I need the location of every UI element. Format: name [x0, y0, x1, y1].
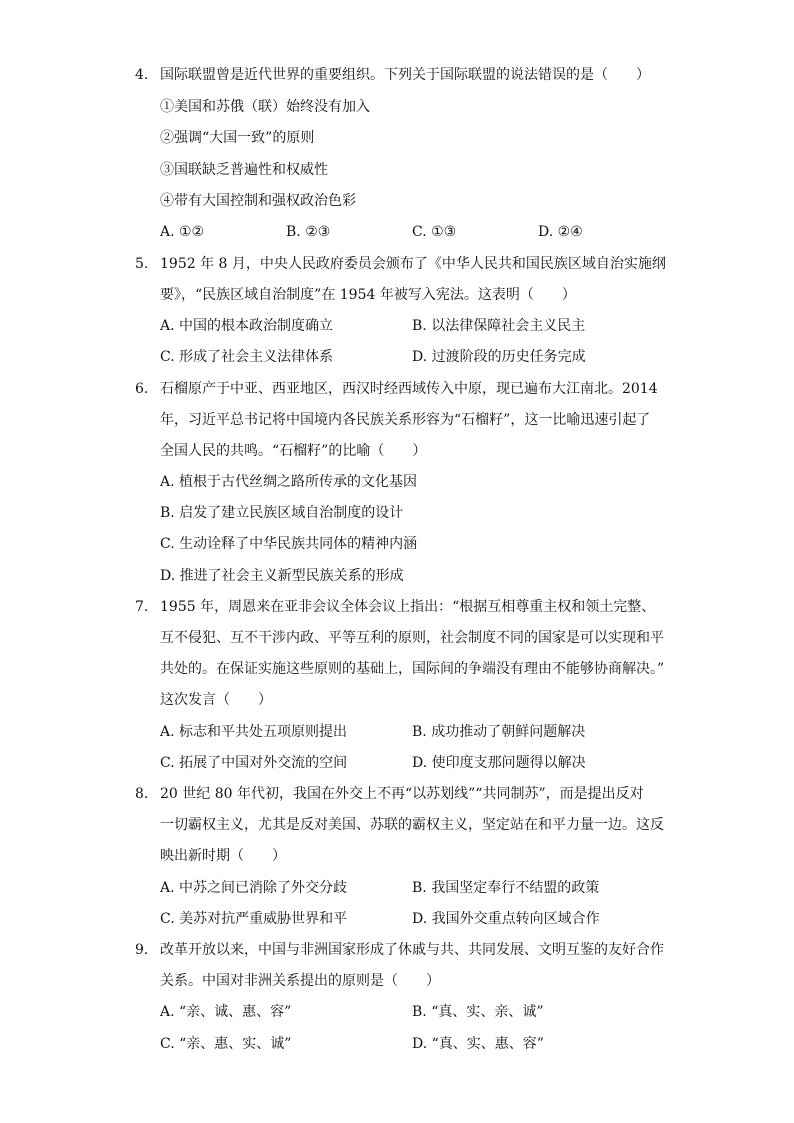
- question-stem-line: 国际联盟曾是近代世界的重要组织。下列关于国际联盟的说法错误的是（ ）: [160, 67, 650, 83]
- option-b[interactable]: B. 启发了建立民族区域自治制度的设计: [160, 505, 404, 521]
- option-c[interactable]: C. 生动诠释了中华民族共同体的精神内涵: [160, 536, 418, 552]
- statement-item: ②强调“大国一致”的原则: [160, 130, 315, 146]
- option-d[interactable]: D. ②④: [538, 224, 583, 240]
- question-stem-line: 映出新时期（ ）: [160, 848, 286, 864]
- statement-item: ③国联缺乏普遍性和权威性: [160, 162, 328, 178]
- option-d[interactable]: D. 我国外交重点转向区域合作: [412, 911, 600, 927]
- option-c[interactable]: C. “亲、惠、实、诚”: [160, 1036, 292, 1052]
- option-b[interactable]: B. 以法律保障社会主义民主: [412, 318, 586, 334]
- question-stem-line: 共处的。在保证实施这些原则的基础上，国际间的争端没有理由不能够协商解决。”: [160, 661, 665, 677]
- question-stem-line: 年，习近平总书记将中国境内各民族关系形容为“石榴籽”，这一比喻迅速引起了: [160, 412, 651, 428]
- statement-item: ④带有大国控制和强权政治色彩: [160, 193, 356, 209]
- option-a[interactable]: A. 中苏之间已消除了外交分歧: [160, 880, 348, 896]
- option-c[interactable]: C. 美苏对抗严重威胁世界和平: [160, 911, 348, 927]
- option-a[interactable]: A. 标志和平共处五项原则提出: [160, 724, 348, 740]
- question-stem-line: 关系。中国对非洲关系提出的原则是（ ）: [160, 973, 440, 989]
- statement-item: ①美国和苏俄（联）始终没有加入: [160, 99, 370, 115]
- option-d[interactable]: D. 推进了社会主义新型民族关系的形成: [160, 568, 404, 584]
- option-a[interactable]: A. “亲、诚、惠、容”: [160, 1004, 292, 1020]
- question-number: 7.: [135, 599, 149, 615]
- question-stem-line: 1952 年 8 月，中央人民政府委员会颁布了《中华人民共和国民族区域自治实施纲: [160, 256, 666, 272]
- option-c[interactable]: C. 形成了社会主义法律体系: [160, 349, 334, 365]
- option-a[interactable]: A. ①②: [160, 224, 205, 240]
- option-c[interactable]: C. 拓展了中国对外交流的空间: [160, 755, 348, 771]
- option-b[interactable]: B. 我国坚定奉行不结盟的政策: [412, 880, 600, 896]
- option-b[interactable]: B. ②③: [286, 224, 331, 240]
- question-stem-line: 石榴原产于中亚、西亚地区，西汉时经西域传入中原，现已遍布大江南北。2014: [160, 381, 658, 397]
- option-a[interactable]: A. 植根于古代丝绸之路所传承的文化基因: [160, 474, 418, 490]
- question-number: 4.: [135, 67, 149, 83]
- question-stem-line: 1955 年，周恩来在亚非会议全体会议上指出：“根据互相尊重主权和领土完整、: [160, 599, 656, 615]
- question-number: 9.: [135, 942, 149, 958]
- option-b[interactable]: B. “真、实、亲、诚”: [412, 1004, 544, 1020]
- question-number: 6.: [135, 381, 149, 397]
- option-a[interactable]: A. 中国的根本政治制度确立: [160, 318, 334, 334]
- question-stem-line: 一切霸权主义，尤其是反对美国、苏联的霸权主义，坚定站在和平力量一边。这反: [160, 817, 664, 833]
- option-b[interactable]: B. 成功推动了朝鲜问题解决: [412, 724, 586, 740]
- option-d[interactable]: D. 过渡阶段的历史任务完成: [412, 349, 586, 365]
- question-stem-line: 这次发言（ ）: [160, 692, 272, 708]
- option-d[interactable]: D. 使印度支那问题得以解决: [412, 755, 586, 771]
- question-stem-line: 改革开放以来，中国与非洲国家形成了休戚与共、共同发展、文明互鉴的友好合作: [160, 942, 664, 958]
- question-number: 8.: [135, 786, 149, 802]
- option-c[interactable]: C. ①③: [412, 224, 457, 240]
- question-stem-line: 20 世纪 80 年代初，我国在外交上不再“以苏划线”“共同制苏”，而是提出反对: [160, 786, 644, 802]
- option-d[interactable]: D. “真、实、惠、容”: [412, 1036, 544, 1052]
- question-number: 5.: [135, 256, 149, 272]
- question-stem-line: 互不侵犯、互不干涉内政、平等互利的原则，社会制度不同的国家是可以实现和平: [160, 630, 664, 646]
- question-stem-line: 要》，“民族区域自治制度”在 1954 年被写入宪法。这表明（ ）: [160, 287, 576, 303]
- question-stem-line: 全国人民的共鸣。“石榴籽”的比喻（ ）: [160, 443, 427, 459]
